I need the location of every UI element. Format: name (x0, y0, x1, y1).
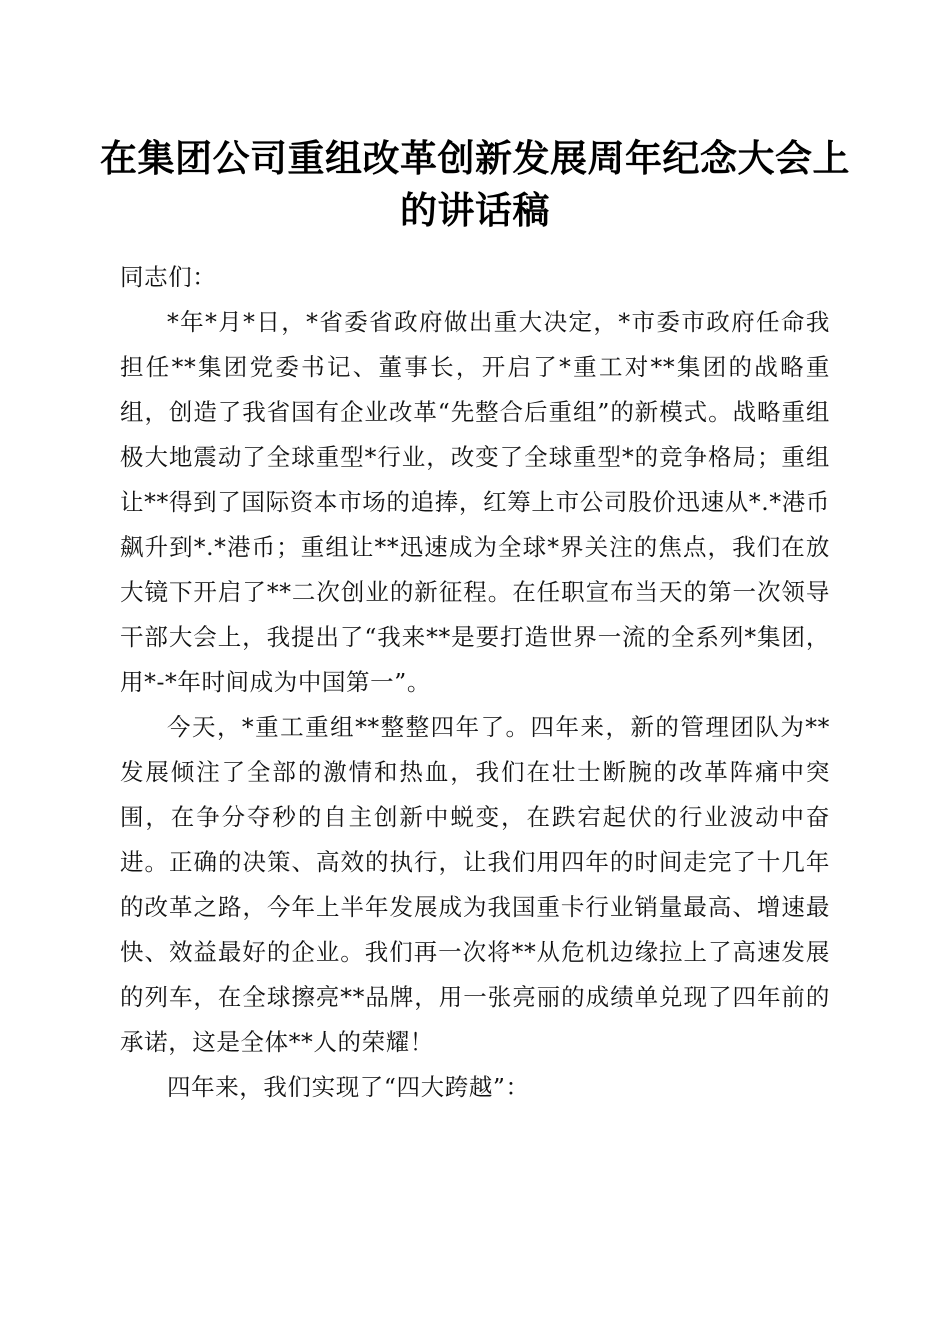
paragraph-3: 四年来，我们实现了“四大跨越”： (167, 1073, 530, 1101)
title-line-1: 在集团公司重组改革创新发展周年纪念大会上 (100, 136, 850, 180)
title-line-2: 的讲话稿 (400, 188, 550, 232)
paragraph-2: 今天，*重工重组**整整四年了。四年来，新的管理团队为**发展倾注了全部的激情和热血，我们在壮士断腕的改革阵痛中突围，在争分夺秒的自主创新中蜕变，在跌宕起伏的行业波动中奋进。正确的决策、高效的执行，让我们用四年的时间走完了十几年的改革之路，今年上半年发展成为我国重卡行业销量最高、增速最快、效益最好的企业。我们再一次将**从危机边缘拉上了高速发展的列车，在全球擦亮**品牌，用一张亮丽的成绩单兑现了四年前的承诺，这是全体**人的荣耀！ (120, 713, 830, 1056)
document-title (100, 132, 850, 236)
salutation: 同志们： (120, 263, 217, 291)
document-body (120, 255, 830, 1110)
paragraph-1: *年*月*日，*省委省政府做出重大决定，*市委市政府任命我担任**集团党委书记、董事长，开启了*重工对**集团的战略重组，创造了我省国有企业改革“先整合后重组”的新模式。战略重组极大地震动了全球重型*行业，改变了全球重型*的竞争格局；重组让**得到了国际资本市场的追捧，红筹上市公司股价迅速从*.*港币飙升到*.*港币；重组让**迅速成为全球*界关注的焦点，我们在放大镜下开启了**二次创业的新征程。在任职宣布当天的第一次领导干部大会上，我提出了“我来**是要打造世界一流的全系列*集团，用*-*年时间成为中国第一”。 (120, 308, 830, 696)
